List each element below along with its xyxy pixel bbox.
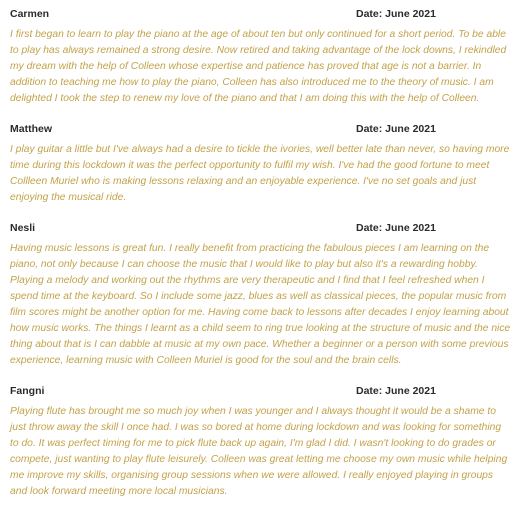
testimonial-text: I first began to learn to play the piano at the age of about ten but only continued for a short period. To be able to play has always remained a strong desire. Now retired and taking advantage of the lock downs, I rekindled my dream with the help of Colleen whose expertise and patience has proved that age is not a barrier. In addition to teaching me how to play the piano, Colleen has also introduced me to the theory of music. I am delighted I took the step to renew my love of the piano and that I am doing this with the help of Colleen. — [10, 29, 507, 104]
testimonial-date: Date: June 2021 — [356, 123, 436, 135]
testimonial-header — [10, 220, 512, 236]
testimonial-author: Fangni — [10, 385, 45, 397]
testimonial-carmen — [10, 6, 512, 107]
testimonial-nesli — [10, 220, 512, 369]
testimonial-header — [10, 121, 512, 137]
testimonial-text: Having music lessons is great fun. I really benefit from practicing the fabulous pieces I am learning on the piano, not only because I can choose the music that I would like to play but also it's a rewarding hobby. Playing a melody and working out the rhythms are very therapeutic and I find that I feel refreshed when I spend time at the keyboard. So I include some jazz, blues as well as classical pieces, the popular music from film scores might be another option for me. Having come back to lessons after decades I enjoy learning about how music works. The things I learnt as a child seem to ring true looking at the structure of music and the nice thing about that is I can dabble at music at my own pace. Whether a beginner or a person with some previous experience, learning music with Colleen Muriel is good for the soul and the brain cells. — [10, 243, 511, 366]
testimonial-date: Date: June 2021 — [356, 222, 436, 234]
testimonial-date: Date: June 2021 — [356, 8, 436, 20]
testimonial-header — [10, 383, 512, 399]
testimonial-author: Nesli — [10, 222, 36, 234]
testimonial-text: Playing flute has brought me so much joy when I was younger and I always thought it would be a shame to just throw away the skill I once had. I was so bored at home during lockdown and was looking for something to do. It was perfect timing for me to pick flute back up again, I'm glad I did. I wasn't looking to do grades or compete, just wanting to play flute leisurely. Colleen was great letting me choose my own music while helping me improve my skills, organising group sessions when we were allowed. I really enjoyed playing in groups and look forward meeting more local musicians. — [10, 406, 508, 497]
testimonial-fangni — [10, 383, 512, 500]
testimonial-text: I play guitar a little but I've always had a desire to tickle the ivories, well better late than never, so having more time during this lockdown it was the perfect opportunity to fulfil my wish. I've had the good fortune to meet Collleen Muriel who is making lessons relaxing and an enjoyable experience. I've no set goals and just enjoying the musical ride. — [10, 144, 510, 203]
testimonial-header — [10, 6, 512, 22]
testimonial-matthew — [10, 121, 512, 206]
testimonial-date: Date: June 2021 — [356, 385, 436, 397]
testimonial-author: Matthew — [10, 123, 52, 135]
testimonial-author: Carmen — [10, 8, 50, 20]
